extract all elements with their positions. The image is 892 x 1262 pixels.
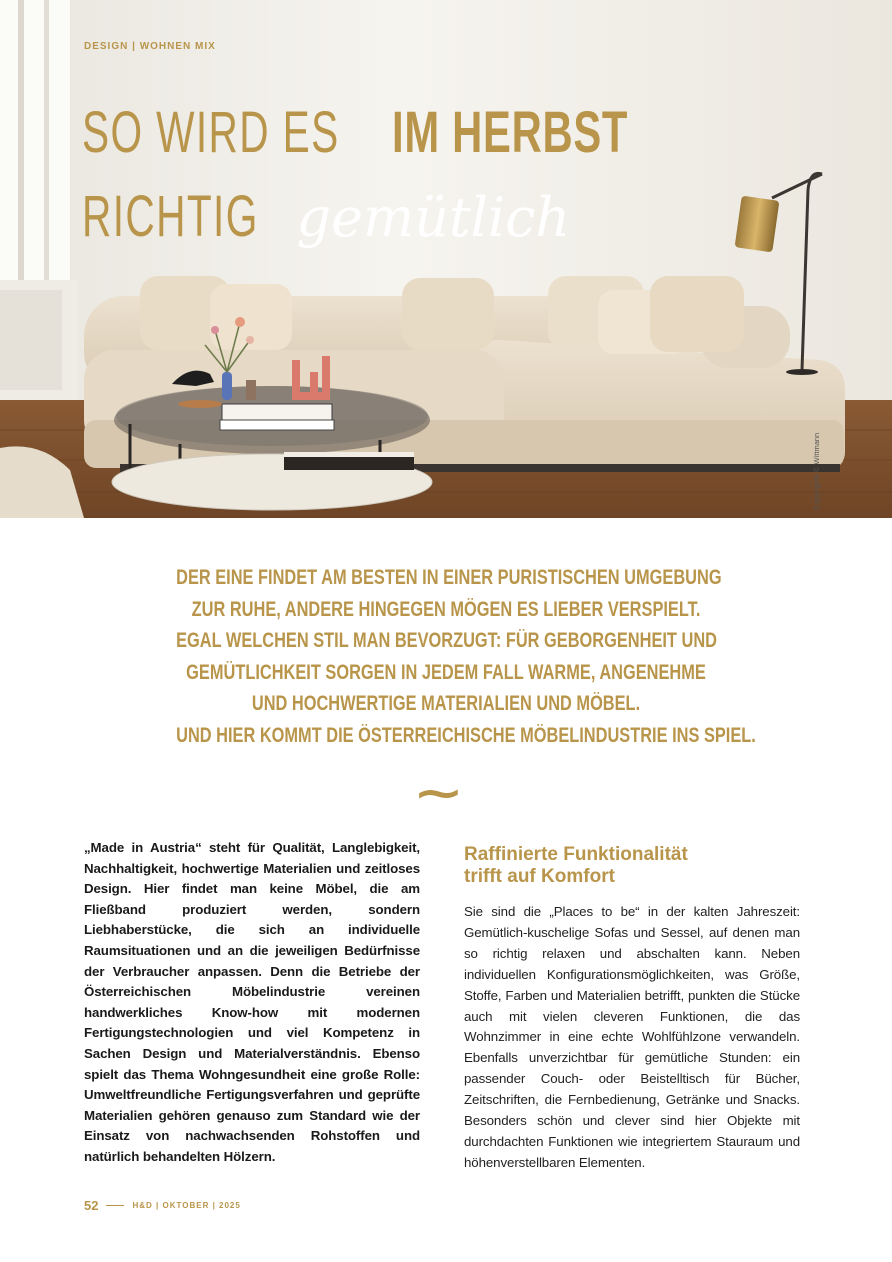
photo-credit: Copyrights © Wittmann [812, 432, 821, 510]
intro-text [100, 562, 792, 751]
vase [222, 372, 232, 400]
headline-light-2: RICHTIG [82, 184, 259, 249]
headline-row-1 [82, 100, 720, 166]
headline-script: gemütlich [296, 186, 571, 249]
intro-line-2: ZUR RUHE, ANDERE HINGEGEN MÖGEN ES LIEBER VERSPIELT. [191, 597, 701, 621]
living-room-illustration [0, 0, 892, 518]
intro-line-1: DER EINE FINDET AM BESTEN IN EINER PURISTISCHEN UMGEBUNG [176, 566, 722, 589]
headline-bold: IM HERBST [392, 100, 629, 165]
radiator [0, 290, 62, 390]
page-footer [84, 1198, 241, 1213]
window [0, 0, 70, 280]
headline-light-1: SO WIRD ES [82, 100, 340, 165]
section-label: DESIGN | WOHNEN MIX [84, 41, 216, 52]
subheading-line-1: Raffinierte Funktionalität [464, 844, 688, 865]
hero-photo [0, 0, 892, 518]
intro-line-3: EGAL WELCHEN STIL MAN BEVORZUGT: FÜR GEBORGENHEIT UND [176, 629, 717, 652]
tilde-divider: ~ [412, 768, 465, 819]
issue-label: H&D | OKTOBER | 2025 [132, 1201, 241, 1210]
intro-line-5: UND HOCHWERTIGE MATERIALIEN UND MÖBEL. [251, 692, 641, 715]
intro-line-4: GEMÜTLICHKEIT SORGEN IN JEDEM FALL WARME, ANGENEHME [186, 660, 706, 684]
page-number: 52 [84, 1198, 99, 1213]
book [284, 456, 414, 470]
headline [82, 100, 720, 250]
subheading-line-2: trifft auf Komfort [464, 866, 615, 887]
subheading [464, 844, 794, 888]
body-right-column: Sie sind die „Places to be“ in der kalten Jahreszeit: Gemütlich-kuschelige Sofas und Sessel, auf denen man so richtig relaxen und abschalten kann. Neben individuellen Konfigurationsmöglichkeiten, was Größe, Stoffe, Farben und Materialien betrifft, punkten die Stücke auch mit vielen cleveren Funktionen, die das Wohnzimmer in eine echte Wohlfühlzone verwandeln. Ebenfalls unverzichtbar für gemütliche Stunden: ein passender Couch- oder Beistelltisch für Bücher, Zeitschriften, die Fernbedienung, Getränke und Snacks. Besonders schön und clever sind hier Objekte mit durchdachten Funktionen wie integriertem Stauraum und höhenverstellbaren Elementen. [464, 904, 800, 1170]
footer-rule [106, 1205, 124, 1206]
intro-line-6: UND HIER KOMMT DIE ÖSTERREICHISCHE MÖBELINDUSTRIE INS SPIEL. [176, 723, 756, 747]
body-left-column: „Made in Austria“ steht für Qualität, Langlebigkeit, Nachhaltigkeit, hochwertige Materialien und zeitloses Design. Hier findet man keine Möbel, die am Fließband produziert werden, sondern Liebhaberstücke, die sich an individuelle Raumsituationen und an die jeweiligen Bedürfnisse der Verbraucher anpassen. Denn die Betriebe der Österreichischen Möbelindustrie vereinen handwerkliches Know-how mit modernen Fertigungstechnologien und viel Kompetenz in Sachen Design und Materialverständnis. Ebenso spielt das Thema Wohngesundheit eine große Rolle: Umweltfreundliche Fertigungsverfahren und geprüfte Materialien gehören genauso zum Standard wie der Einsatz von nachwachsenden Rohstoffen und natürlich behandelten Hölzern. [84, 840, 420, 1164]
headline-row-2 [82, 184, 720, 250]
